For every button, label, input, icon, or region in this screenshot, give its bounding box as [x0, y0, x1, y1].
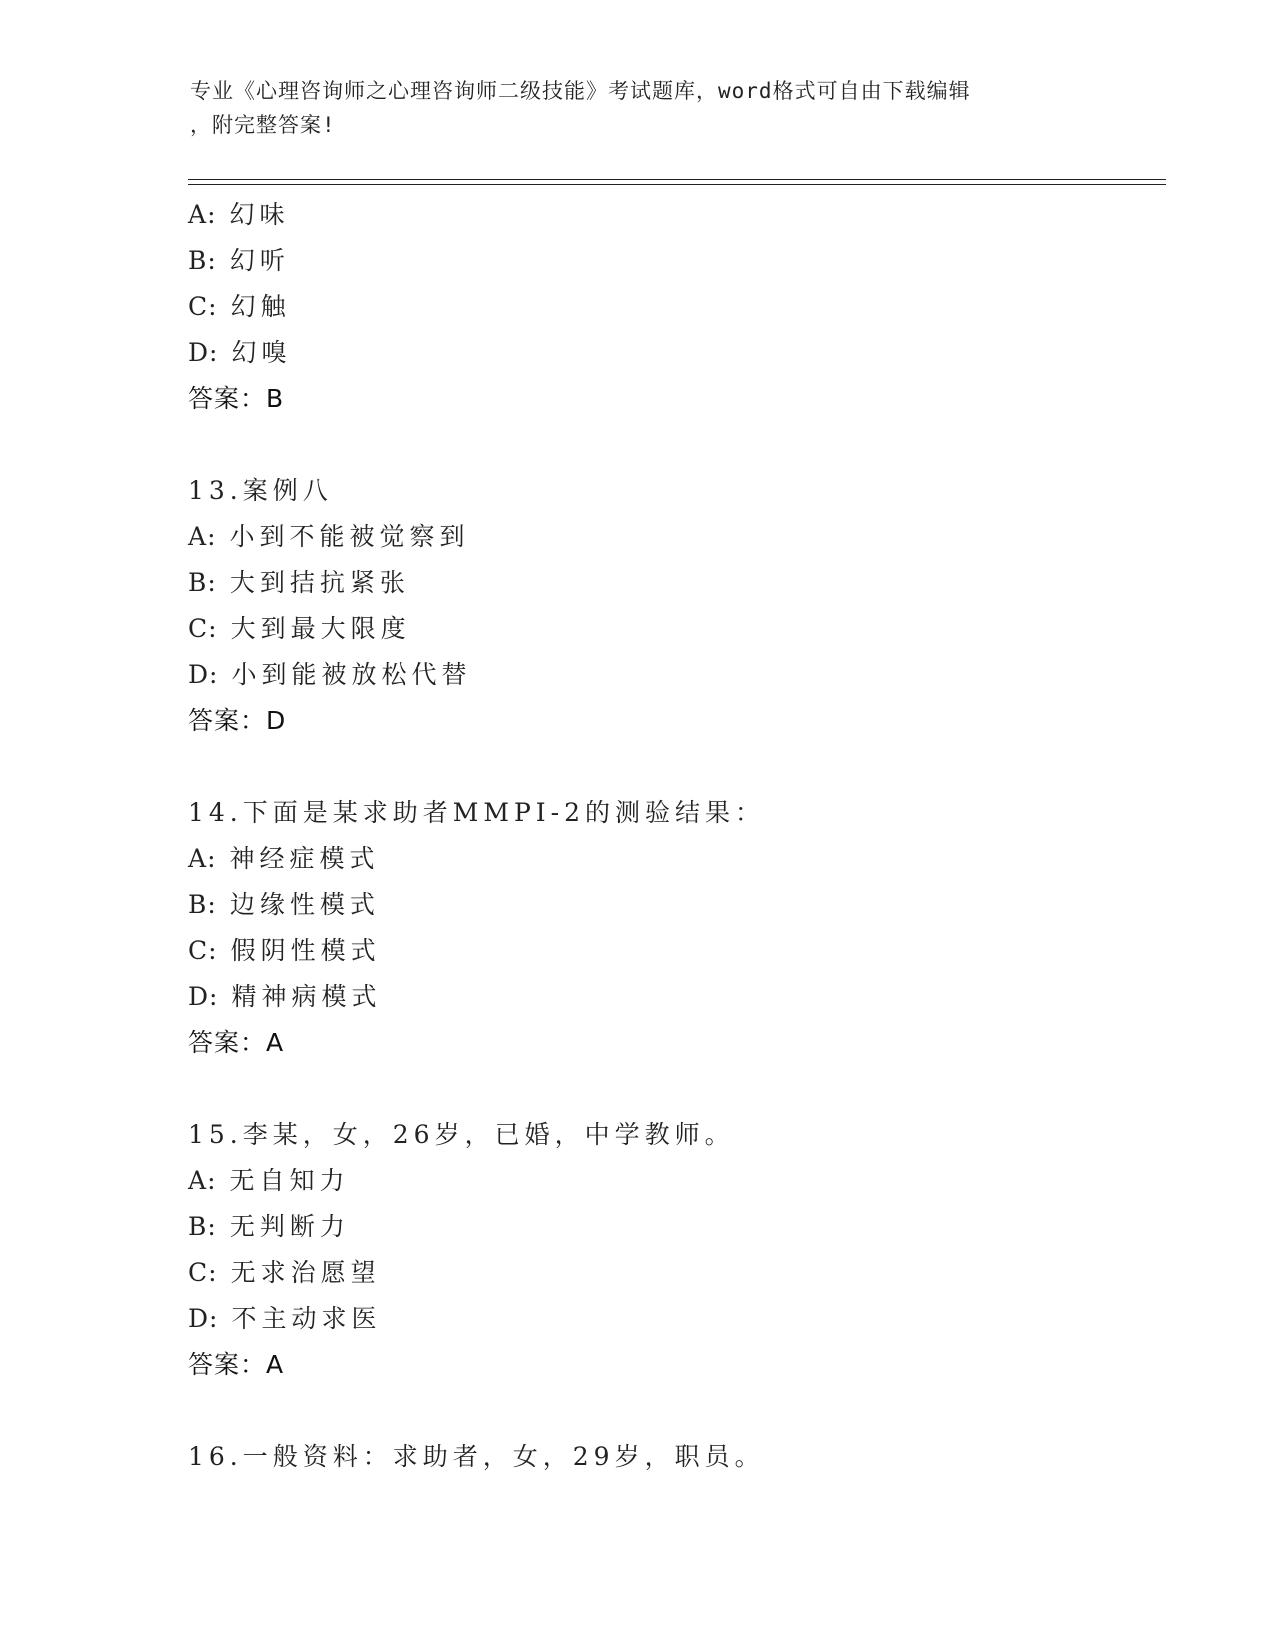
question-title: 14.下面是某求助者MMPI-2的测验结果： — [188, 798, 766, 827]
answer: 答案：A — [188, 1028, 285, 1057]
question-12 — [188, 192, 1148, 422]
option-c: C: 假阴性模式 — [188, 936, 381, 965]
option-c: C: 大到最大限度 — [188, 614, 411, 643]
question-14 — [188, 790, 1148, 1066]
option-a: A: 无自知力 — [188, 1166, 350, 1195]
option-d: D: 幻嗅 — [188, 338, 292, 367]
option-d: D: 小到能被放松代替 — [188, 660, 472, 689]
option-c: C: 幻触 — [188, 292, 291, 321]
header-divider-bottom — [188, 184, 1166, 185]
option-a: A: 幻味 — [188, 200, 290, 229]
option-c: C: 无求治愿望 — [188, 1258, 381, 1287]
option-b: B: 幻听 — [188, 246, 290, 275]
option-d: D: 不主动求医 — [188, 1304, 382, 1333]
answer: 答案：A — [188, 1350, 285, 1379]
question-16 — [188, 1434, 1148, 1480]
header-line-2: ，附完整答案! — [190, 113, 336, 137]
document-header — [190, 74, 1090, 142]
header-line-1: 专业《心理咨询师之心理咨询师二级技能》考试题库，word格式可自由下载编辑 — [190, 79, 971, 103]
option-b: B: 边缘性模式 — [188, 890, 380, 919]
option-a: A: 小到不能被觉察到 — [188, 522, 470, 551]
question-title: 13.案例八 — [188, 476, 333, 505]
answer: 答案：B — [188, 384, 285, 413]
header-divider-top — [188, 179, 1166, 180]
option-a: A: 神经症模式 — [188, 844, 380, 873]
answer: 答案：D — [188, 706, 287, 735]
option-d: D: 精神病模式 — [188, 982, 382, 1011]
question-13 — [188, 468, 1148, 744]
question-title: 15.李某，女，26岁，已婚，中学教师。 — [188, 1120, 735, 1149]
question-15 — [188, 1112, 1148, 1388]
question-list — [188, 192, 1148, 1480]
option-b: B: 大到拮抗紧张 — [188, 568, 410, 597]
question-title: 16.一般资料：求助者，女，29岁，职员。 — [188, 1442, 765, 1471]
option-b: B: 无判断力 — [188, 1212, 350, 1241]
